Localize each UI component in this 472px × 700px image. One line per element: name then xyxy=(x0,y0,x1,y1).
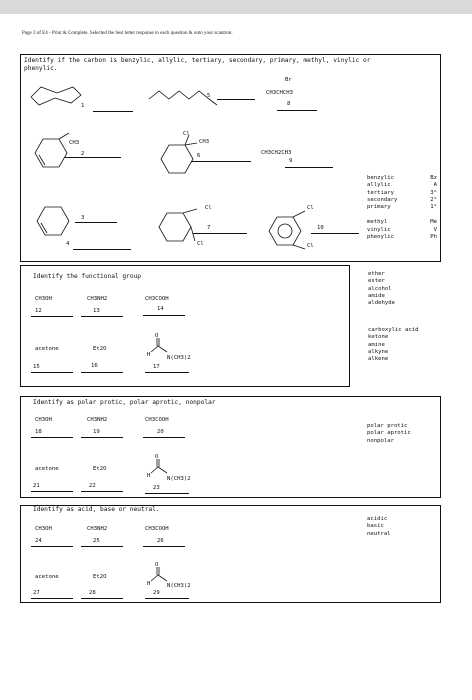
question-number-10: 10 xyxy=(317,225,324,231)
answer-line-8 xyxy=(277,110,317,111)
item-ch3nh2: CH3NH2 xyxy=(87,417,108,423)
amide-h: H xyxy=(147,581,151,587)
answer-line-22 xyxy=(81,491,123,492)
item-ch3cooh: CH3COOH xyxy=(145,526,169,532)
item-ch3cooh: CH3COOH xyxy=(145,417,169,423)
answer-line-15 xyxy=(31,372,73,373)
question-number-7: 7 xyxy=(207,225,211,231)
key-methyl-code: Me xyxy=(430,219,437,226)
answer-line-14 xyxy=(143,315,185,316)
key-phenylic-code: Ph xyxy=(430,233,437,240)
question-number-13: 13 xyxy=(93,308,100,314)
item-amide: N(CH3)2 xyxy=(167,476,191,482)
key-ether: ether xyxy=(368,271,385,277)
item-amide: N(CH3)2 xyxy=(167,355,191,361)
key-allylic: allylic xyxy=(367,182,391,189)
key-phenylic: phenylic xyxy=(367,233,394,240)
answer-line-7 xyxy=(193,233,247,234)
label-ch3ch2ch3: CH3CH2CH3 xyxy=(261,150,292,156)
key-alcohol: alcohol xyxy=(368,285,392,292)
answer-line-13 xyxy=(81,316,123,317)
key-polar-protic: polar protic xyxy=(367,423,408,429)
answer-key-functional-group-2 xyxy=(368,327,419,363)
question-text: Identify if the carbon is benzylic, allylic, tertiary, secondary, primary, methyl, vinylic or phenylic. xyxy=(24,57,371,72)
question-text: Identify as polar protic, polar aprotic, nonpolar xyxy=(33,399,216,406)
answer-line-23 xyxy=(145,493,189,494)
question-number-28: 28 xyxy=(89,590,96,596)
label-cl-7b: Cl xyxy=(197,241,204,247)
key-alkene: alkene xyxy=(368,356,389,363)
label-br: Br xyxy=(285,77,292,83)
question-number-18: 18 xyxy=(35,429,42,435)
label-ch3-6: CH3 xyxy=(199,139,210,145)
key-vinylic: vinylic xyxy=(367,226,391,233)
amide-structure xyxy=(149,565,179,585)
answer-line-20 xyxy=(143,437,185,438)
answer-line-3 xyxy=(75,222,117,223)
item-acetone: acetone xyxy=(35,574,59,580)
key-aldehyde: aldehyde xyxy=(368,300,395,307)
question-number-29: 29 xyxy=(153,590,160,596)
key-secondary-code: 2° xyxy=(430,196,437,203)
molecule-10 xyxy=(265,215,313,249)
page-header: Page 3 of E4 - Print & Complete. Selected the best letter response to each question & onto your scantron. xyxy=(22,31,233,36)
label-ch3chch3: CH3CHCH3 xyxy=(266,90,293,96)
answer-line-5 xyxy=(217,99,255,100)
answer-line-10 xyxy=(311,233,359,234)
question-number-22: 22 xyxy=(89,483,96,489)
label-cl-10a: Cl xyxy=(307,205,314,211)
question-number-4: 4 xyxy=(66,241,70,247)
answer-line-27 xyxy=(31,598,73,599)
key-basic: basic xyxy=(367,523,384,530)
question-number-17: 17 xyxy=(153,364,160,370)
amide-o: O xyxy=(155,454,159,460)
question-number-12: 12 xyxy=(35,308,42,314)
key-secondary: secondary xyxy=(367,196,398,203)
section-solvent-type xyxy=(20,396,441,498)
section-carbon-type xyxy=(20,54,441,262)
question-number-23: 23 xyxy=(153,485,160,491)
key-amide: amide xyxy=(368,292,385,299)
question-number-19: 19 xyxy=(93,429,100,435)
answer-line-6 xyxy=(191,161,251,162)
label-cl-7a: Cl xyxy=(205,205,212,211)
item-et2o: Et2O xyxy=(93,466,107,472)
answer-line-28 xyxy=(81,598,123,599)
section-acid-base xyxy=(20,505,441,603)
answer-key-solvent xyxy=(367,423,411,445)
answer-line-25 xyxy=(81,546,123,547)
answer-line-12 xyxy=(31,316,73,317)
question-text: Identify the functional group xyxy=(33,273,142,280)
key-neutral: neutral xyxy=(367,530,391,537)
key-methyl: methyl xyxy=(367,219,388,226)
answer-key-functional-group-1 xyxy=(368,271,395,307)
question-number-15: 15 xyxy=(33,364,40,370)
key-allylic-code: A xyxy=(433,182,437,189)
question-number-24: 24 xyxy=(35,538,42,544)
question-number-14: 14 xyxy=(157,306,164,312)
item-ch3oh: CH3OH xyxy=(35,296,52,302)
question-number-8: 8 xyxy=(287,101,291,107)
key-ketone: ketone xyxy=(368,334,389,341)
label-cl-6: Cl xyxy=(183,131,190,137)
answer-line-18 xyxy=(31,437,73,438)
question-number-25: 25 xyxy=(93,538,100,544)
key-acidic: acidic xyxy=(367,516,388,522)
label-cl-10b: Cl xyxy=(307,243,314,249)
key-carboxylic-acid: carboxylic acid xyxy=(368,327,419,333)
molecule-6 xyxy=(157,143,197,177)
question-number-26: 26 xyxy=(157,538,164,544)
question-number-2: 2 xyxy=(81,151,85,157)
question-text: Identify as acid, base or neutral. xyxy=(33,506,160,513)
question-number-3: 3 xyxy=(81,215,85,221)
amide-o: O xyxy=(155,333,159,339)
key-polar-aprotic: polar aprotic xyxy=(367,430,411,437)
key-ester: ester xyxy=(368,278,385,285)
question-number-20: 20 xyxy=(157,429,164,435)
answer-line-29 xyxy=(145,598,189,599)
key-benzylic: benzylic xyxy=(367,175,394,181)
key-amine: amine xyxy=(368,341,385,348)
answer-line-2 xyxy=(65,157,121,158)
key-tertiary-code: 3° xyxy=(430,189,437,196)
answer-key-carbon xyxy=(367,175,437,241)
answer-line-19 xyxy=(81,437,123,438)
answer-line-16 xyxy=(81,372,123,373)
answer-key-acid-base xyxy=(367,516,391,538)
key-benzylic-code: Bz xyxy=(430,175,437,181)
amide-o: O xyxy=(155,562,159,568)
answer-line-21 xyxy=(31,491,73,492)
amide-h: H xyxy=(147,352,151,358)
amide-structure xyxy=(149,457,179,477)
section-functional-group xyxy=(20,265,350,387)
item-ch3oh: CH3OH xyxy=(35,417,52,423)
item-acetone: acetone xyxy=(35,346,59,352)
item-ch3nh2: CH3NH2 xyxy=(87,526,108,532)
answer-line-4 xyxy=(73,249,131,250)
item-acetone: acetone xyxy=(35,466,59,472)
molecule-2 xyxy=(31,137,71,175)
molecule-3-4 xyxy=(33,205,73,241)
item-et2o: Et2O xyxy=(93,346,107,352)
item-ch3cooh: CH3COOH xyxy=(145,296,169,302)
question-number-6: 6 xyxy=(197,153,201,159)
question-number-21: 21 xyxy=(33,483,40,489)
item-ch3nh2: CH3NH2 xyxy=(87,296,108,302)
item-et2o: Et2O xyxy=(93,574,107,580)
key-primary-code: 1° xyxy=(430,204,437,211)
top-bar xyxy=(0,0,472,14)
amide-h: H xyxy=(147,473,151,479)
question-number-27: 27 xyxy=(33,590,40,596)
item-amide: N(CH3)2 xyxy=(167,583,191,589)
key-alkyne: alkyne xyxy=(368,348,389,355)
key-vinylic-code: V xyxy=(433,226,437,233)
key-tertiary: tertiary xyxy=(367,189,394,196)
question-number-5: 5 xyxy=(207,93,211,99)
question-number-16: 16 xyxy=(91,363,98,369)
item-ch3oh: CH3OH xyxy=(35,526,52,532)
answer-line-24 xyxy=(31,546,73,547)
label-ch3-2: CH3 xyxy=(69,140,80,146)
answer-line-9 xyxy=(285,167,333,168)
amide-structure xyxy=(149,336,179,356)
question-number-1: 1 xyxy=(81,103,85,109)
question-number-9: 9 xyxy=(289,158,293,164)
answer-line-26 xyxy=(143,546,185,547)
answer-line-1 xyxy=(93,111,133,112)
answer-line-17 xyxy=(145,372,189,373)
key-nonpolar: nonpolar xyxy=(367,437,394,444)
key-primary: primary xyxy=(367,204,391,211)
